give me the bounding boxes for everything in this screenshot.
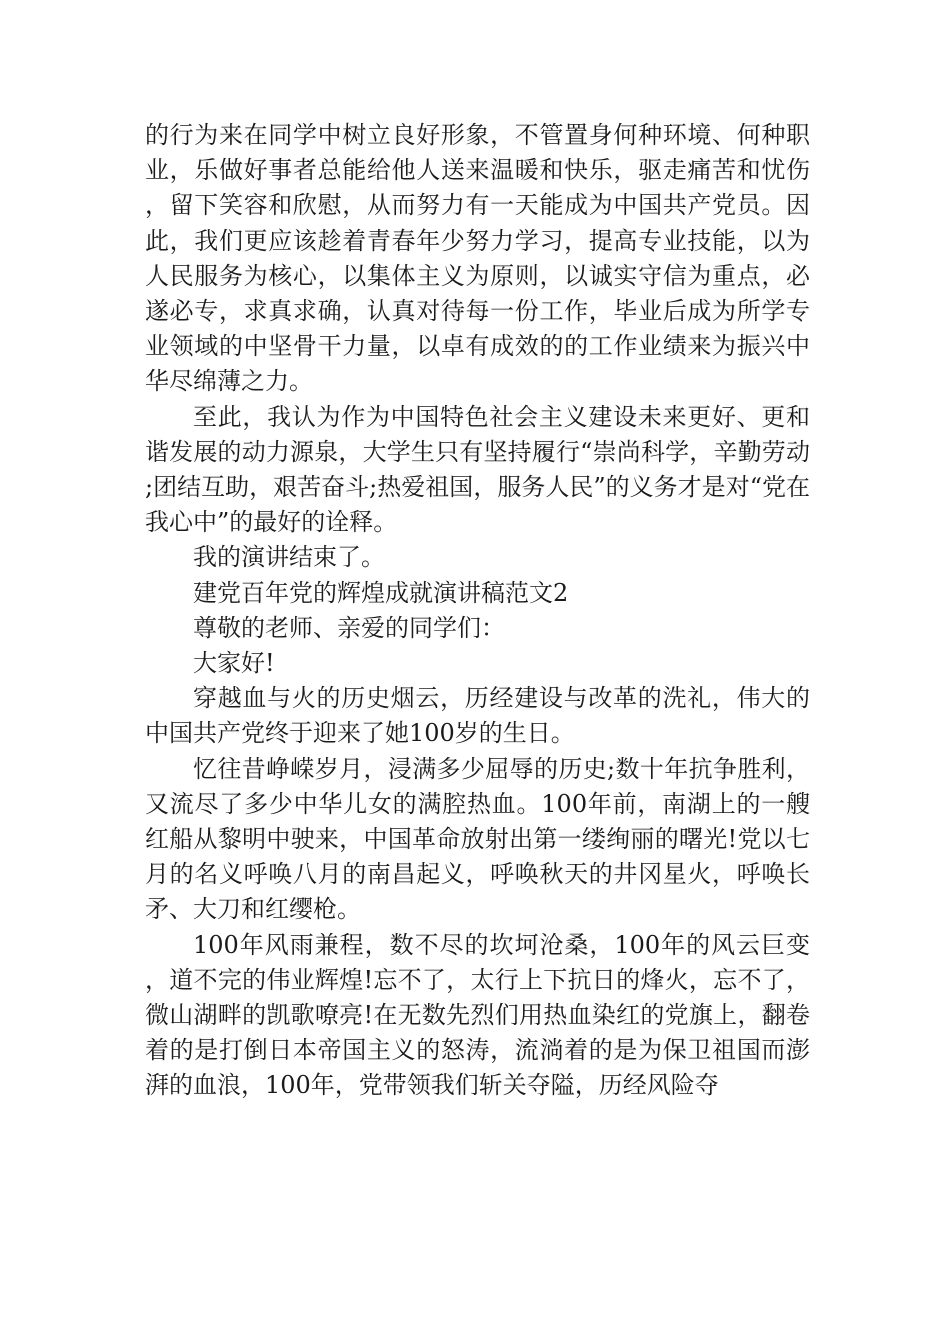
paragraph-1: 的行为来在同学中树立良好形象，不管置身何种环境、何种职业，乐做好事者总能给他人送来温暖和快乐，驱走痛苦和忧伤，留下笑容和欣慰，从而努力有一天能成为中国共产党员。因此，我们更应该趁着青春年少努力学习，提高专业技能，以为人民服务为核心，以集体主义为原则，以诚实守信为重点，必遂必专，求真求确，认真对待每一份工作，毕业后成为所学专业领域的中坚骨干力量，以卓有成效的的工作业绩来为振兴中华尽绵薄之力。: [145, 121, 810, 396]
section-heading: 建党百年党的辉煌成就演讲稿范文2: [193, 578, 569, 607]
salutation: 尊敬的老师、亲爱的同学们：: [193, 613, 505, 642]
document-page: [145, 118, 810, 1104]
paragraph-3: 我的演讲结束了。: [193, 543, 385, 572]
paragraph-2: 至此，我认为作为中国特色社会主义建设未来更好、更和谐发展的动力源泉，大学生只有坚持履行“崇尚科学，辛勤劳动;团结互助，艰苦奋斗;热爱祖国，服务人民”的义务才是对“党在我心中”的最好的诠释。: [145, 402, 810, 537]
greeting: 大家好!: [193, 649, 275, 678]
paragraph-9: 100年风雨兼程，数不尽的坎坷沧桑，100年的风云巨变，道不完的伟业辉煌!忘不了，太行上下抗日的烽火，忘不了，微山湖畔的凯歌嘹亮!在无数先烈们用热血染红的党旗上，翻卷着的是打倒日本帝国主义的怒涛，流淌着的是为保卫祖国而澎湃的血浪，100年，党带领我们斩关夺隘，历经风险夺: [145, 930, 810, 1100]
paragraph-8: 忆往昔峥嵘岁月，浸满多少屈辱的历史;数十年抗争胜利，又流尽了多少中华儿女的满腔热血。100年前，南湖上的一艘红船从黎明中驶来，中国革命放射出第一缕绚丽的曙光!党以七月的名义呼唤八月的南昌起义，呼唤秋天的井冈星火，呼唤长矛、大刀和红缨枪。: [145, 754, 810, 924]
paragraph-7: 穿越血与火的历史烟云，历经建设与改革的洗礼，伟大的中国共产党终于迎来了她100岁的生日。: [145, 684, 810, 748]
